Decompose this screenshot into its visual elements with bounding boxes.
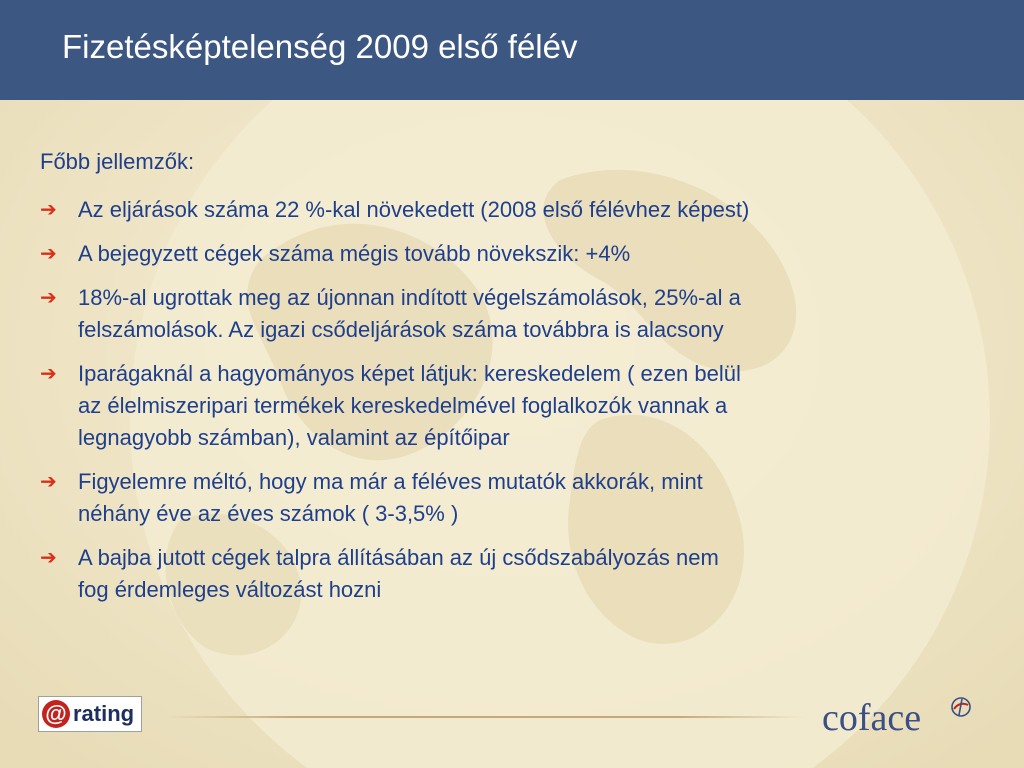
footer-divider bbox=[165, 716, 805, 718]
bullet-line: A bejegyzett cégek száma mégis tovább növekszik: +4% bbox=[78, 241, 631, 266]
arrow-right-icon: ➔ bbox=[40, 287, 57, 309]
coface-logo: coface bbox=[822, 697, 922, 739]
bullet-line: az élelmiszeripari termékek kereskedelmével foglalkozók vannak a bbox=[78, 393, 728, 418]
bullet-line: néhány éve az éves számok ( 3-3,5% ) bbox=[78, 501, 459, 526]
title-bar bbox=[0, 0, 1024, 100]
arrow-right-icon: ➔ bbox=[40, 471, 57, 493]
slide-title: Fizetésképtelenség 2009 első félév bbox=[62, 28, 578, 65]
bullet-item bbox=[40, 194, 980, 226]
bullet-line: 18%-al ugrottak meg az újonnan indított végelszámolások, 25%-al a bbox=[78, 285, 741, 310]
arrow-right-icon: ➔ bbox=[40, 363, 57, 385]
rating-logo-at: @ bbox=[42, 700, 70, 728]
bullet-line: Figyelemre méltó, hogy ma már a féléves mutatók akkorák, mint bbox=[78, 469, 703, 494]
bullet-item bbox=[40, 282, 980, 346]
bullet-item bbox=[40, 238, 980, 270]
rating-logo bbox=[38, 696, 142, 732]
bullet-line: legnagyobb számban), valamint az építőipar bbox=[78, 425, 510, 450]
rating-logo-text: rating bbox=[73, 701, 135, 726]
content-heading: Főbb jellemzők: bbox=[40, 149, 195, 174]
bullet-line: A bajba jutott cégek talpra állításában az új csődszabályozás nem bbox=[78, 545, 719, 570]
bullet-item bbox=[40, 466, 980, 530]
coface-logo-mark-icon bbox=[950, 696, 972, 718]
bullet-line: felszámolások. Az igazi csődeljárások száma továbbra is alacsony bbox=[78, 317, 724, 342]
bullet-item bbox=[40, 358, 980, 454]
bullet-line: Iparágaknál a hagyományos képet látjuk: kereskedelem ( ezen belül bbox=[78, 361, 741, 386]
bullet-item bbox=[40, 542, 980, 606]
arrow-right-icon: ➔ bbox=[40, 243, 57, 265]
slide-content bbox=[40, 148, 980, 618]
bullet-line: Az eljárások száma 22 %-kal növekedett (2008 első félévhez képest) bbox=[78, 197, 750, 222]
arrow-right-icon: ➔ bbox=[40, 547, 57, 569]
bullet-line: fog érdemleges változást hozni bbox=[78, 577, 382, 602]
arrow-right-icon: ➔ bbox=[40, 199, 57, 221]
